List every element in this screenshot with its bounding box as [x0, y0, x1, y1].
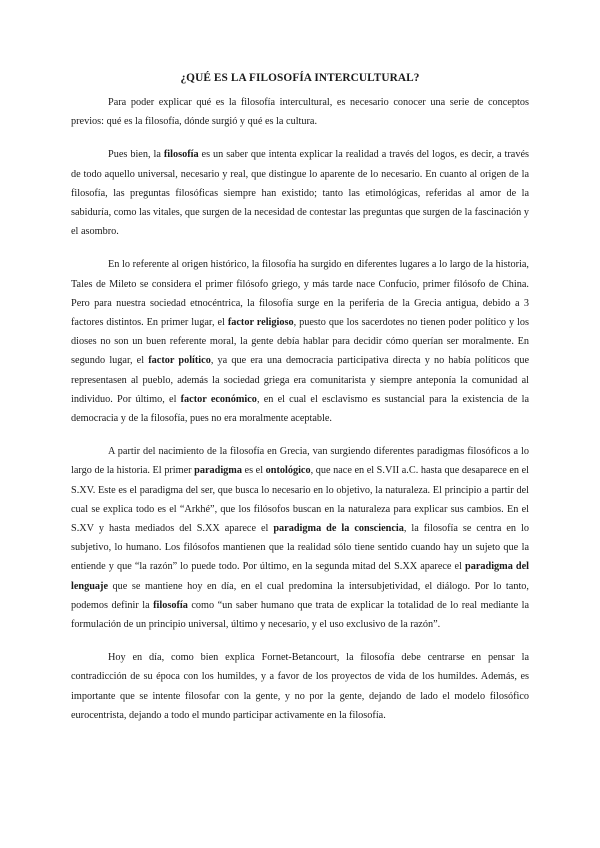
paragraph [71, 255, 529, 428]
text-run: En lo referente al origen histórico, la filosofía ha surgido en diferentes lugares a lo largo de la historia, Tales de Mileto se considera el primer filósofo griego, y más tarde nace Confucio, primer filósofo de China. Pero para nuestra sociedad etnocéntrica, la filosofía surge en la periferia de la Grecia antigua, debido a 3 factores distintos. En primer lugar, el [71, 259, 529, 329]
bold-term: paradigma [194, 465, 242, 477]
bold-term: paradigma del lenguaje [71, 561, 529, 592]
text-run: , que nace en el S.VII a.C. hasta que desaparece en el S.XV. Este es el paradigma del ser, que busca lo necesario en lo objetivo, la naturaleza. El principio a partir del cual se explica todo es el “Arkhé”, que los filósofos buscan en la naturaleza para explicar sus cambios. En el S.XV y hasta mediados del S.XX aparece el [71, 465, 529, 535]
bold-term: ontológico [265, 465, 311, 477]
document-title: ¿QUÉ ES LA FILOSOFÍA INTERCULTURAL? [180, 72, 420, 84]
paragraph [71, 93, 529, 131]
text-run: Pues bien, la [108, 149, 164, 161]
text-run: que se mantiene hoy en día, en el cual predomina la intersubjetividad, el diálogo. Por lo tanto, podemos definir la [71, 580, 529, 611]
document-body [71, 93, 529, 739]
text-run: , ya que era una democracia participativa directa y no había políticos que representasen al pueblo, además la sociedad griega era comunitarista y siempre anteponía la comunidad al individuo. Por último, el [71, 355, 529, 405]
text-run: como “un saber humano que trata de explicar la totalidad de lo real mediante la formulación de un principio universal, último y necesario, y el uso exclusivo de la razón”. [71, 599, 529, 631]
text-run: Para poder explicar qué es la filosofía intercultural, es necesario conocer una serie de conceptos previos: qué es la filosofía, dónde surgió y qué es la cultura. [71, 97, 529, 128]
text-run: , la filosofía se centra en lo subjetivo, lo humano. Los filósofos mantienen que la realidad sólo tiene sentido cuando hay un sujeto que la entiende y que “la razón” lo puede todo. Por último, en la segunda mitad del S.XX aparece el [71, 523, 529, 573]
text-run: es el [241, 465, 266, 477]
text-run: A partir del nacimiento de la filosofía en Grecia, van surgiendo diferentes paradigmas filosóficos a lo largo de la historia. El primer [71, 446, 529, 477]
paragraph [71, 648, 529, 725]
bold-term: filosofía [163, 149, 199, 161]
bold-term: paradigma de la consciencia [273, 523, 404, 535]
paragraph [71, 145, 529, 241]
bold-term: factor político [148, 355, 211, 367]
bold-term: filosofía [153, 599, 188, 611]
paragraph [71, 442, 529, 634]
text-run: Hoy en día, como bien explica Fornet-Betancourt, la filosofía debe centrarse en pensar la contradicción de su época con los humildes, y a favor de los proyectos de vida de los humildes. Además, es importante que se intente filosofar con la gente, y no por la gente, dejando de lado el modelo filosófico eurocentrista, dejando a todo el mundo participar activamente en la filosofía. [71, 652, 529, 721]
text-run: , puesto que los sacerdotes no tienen poder político y los dioses no son un buen referente moral, la gente debía hablar para decidir cómo querían ser moralmente. En segundo lugar, el [71, 317, 530, 367]
bold-term: factor religioso [227, 317, 294, 329]
bold-term: factor económico [180, 393, 257, 405]
text-run: , en el cual el esclavismo es sustancial para la existencia de la democracia y de la filosofía, pues no era moralmente aceptable. [71, 393, 530, 425]
text-run: es un saber que intenta explicar la realidad a través del logos, es decir, a través de todo aquello universal, necesario y real, que distingue lo aparente de lo necesario. En cuanto al origen de la filosofía, las preguntas filosóficas siempre han existido; tanto las etimológicas, referidas al amor de la sabiduría, como las vitales, que surgen de la necesidad de contestar las preguntas que surgen de la fascinación y el asombro. [71, 149, 529, 238]
